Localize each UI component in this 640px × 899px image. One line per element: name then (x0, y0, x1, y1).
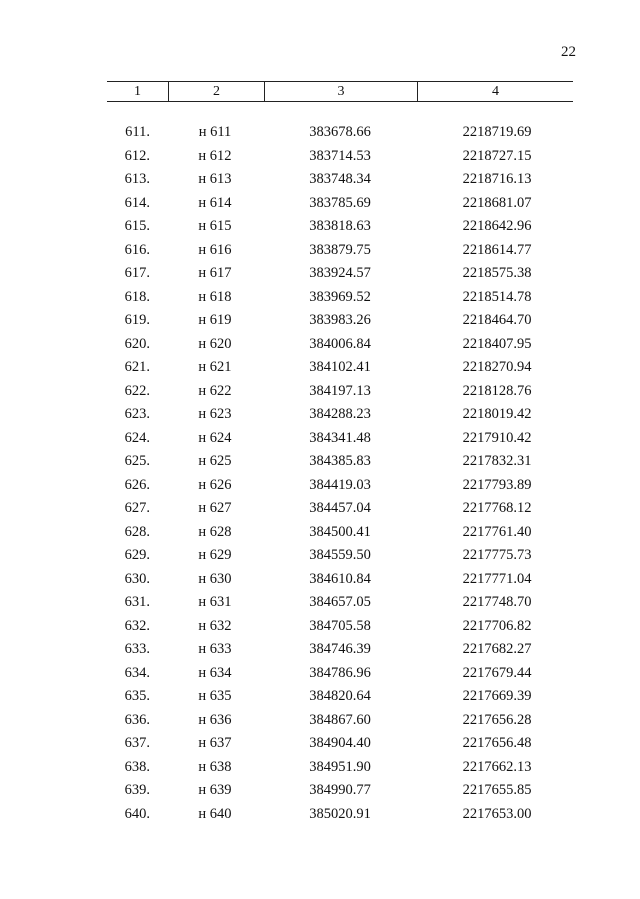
table-row (0, 333, 640, 357)
point-id: н 640 (198, 805, 232, 822)
row-number: 626. (124, 476, 150, 493)
table-row (0, 309, 640, 333)
row-number: 630. (124, 570, 150, 587)
coordinate-x: 383879.75 (309, 241, 371, 258)
table-row (0, 262, 640, 286)
table-row (0, 591, 640, 615)
coordinates-table-body (0, 121, 640, 826)
row-number: 632. (124, 617, 150, 634)
coordinate-y: 2217656.48 (462, 735, 532, 751)
coordinate-y: 2218407.95 (462, 335, 532, 352)
row-number: 612. (124, 147, 150, 164)
table-row (0, 803, 640, 827)
coordinate-x: 384786.96 (309, 664, 371, 681)
row-number: 619. (124, 312, 150, 328)
row-number: 624. (124, 429, 150, 446)
coordinate-y: 2217706.82 (462, 617, 532, 634)
table-row (0, 568, 640, 592)
row-number: 620. (124, 335, 150, 352)
column-header-1: 1 (134, 84, 141, 99)
coordinate-y: 2217653.00 (462, 805, 532, 822)
table-row (0, 403, 640, 427)
coordinate-x: 383714.53 (309, 147, 371, 164)
coordinate-x: 384288.23 (309, 406, 371, 422)
table-row (0, 685, 640, 709)
table-row (0, 521, 640, 545)
row-number: 622. (124, 382, 150, 399)
page-number: 22 (561, 44, 576, 60)
coordinate-x: 384385.83 (309, 453, 371, 469)
table-row (0, 121, 640, 145)
point-id: н 634 (198, 664, 232, 681)
point-id: н 633 (198, 641, 232, 657)
coordinate-y: 2217775.73 (462, 547, 532, 563)
coordinate-y: 2217768.12 (462, 500, 532, 516)
table-row (0, 427, 640, 451)
row-number: 616. (124, 241, 150, 258)
table-row (0, 779, 640, 803)
point-id: н 621 (198, 359, 232, 375)
coordinate-y: 2218514.78 (462, 288, 532, 305)
point-id: н 619 (198, 312, 232, 328)
point-id: н 617 (198, 265, 232, 281)
row-number: 636. (124, 711, 150, 728)
point-id: н 629 (198, 547, 232, 563)
coordinate-x: 383983.26 (309, 312, 371, 328)
coordinate-y: 2218464.70 (462, 312, 532, 328)
point-id: н 639 (198, 782, 232, 798)
table-row (0, 474, 640, 498)
coordinate-y: 2217682.27 (462, 641, 532, 657)
coordinate-x: 384419.03 (309, 476, 371, 493)
point-id: н 622 (198, 382, 232, 399)
point-id: н 612 (198, 147, 232, 164)
coordinate-x: 384951.90 (309, 758, 371, 775)
coordinate-x: 384990.77 (309, 782, 371, 798)
row-number: 639. (124, 782, 150, 798)
point-id: н 631 (198, 594, 232, 610)
coordinate-y: 2217679.44 (462, 664, 532, 681)
coordinate-x: 384559.50 (309, 547, 371, 563)
point-id: н 638 (198, 758, 232, 775)
row-number: 640. (124, 805, 150, 822)
point-id: н 618 (198, 288, 232, 305)
row-number: 633. (124, 641, 150, 657)
row-number: 627. (124, 500, 150, 516)
table-row (0, 732, 640, 756)
row-number: 615. (124, 218, 150, 234)
point-id: н 637 (198, 735, 232, 751)
row-number: 637. (124, 735, 150, 751)
table-row (0, 756, 640, 780)
coordinate-y: 2218642.96 (462, 218, 532, 234)
table-row (0, 709, 640, 733)
coordinate-x: 385020.91 (309, 805, 371, 822)
row-number: 613. (124, 171, 150, 187)
point-id: н 620 (198, 335, 232, 352)
coordinate-y: 2218719.69 (462, 124, 532, 140)
row-number: 614. (124, 194, 150, 211)
coordinate-x: 384500.41 (309, 523, 371, 540)
point-id: н 627 (198, 500, 232, 516)
coordinate-y: 2217655.85 (462, 782, 532, 798)
column-header-2: 2 (213, 84, 220, 99)
coordinate-y: 2218727.15 (462, 147, 532, 164)
table-row (0, 662, 640, 686)
coordinate-x: 384341.48 (309, 429, 371, 446)
table-row (0, 356, 640, 380)
point-id: н 630 (198, 570, 232, 587)
coordinate-x: 383818.63 (309, 218, 371, 234)
row-number: 625. (124, 453, 150, 469)
coordinate-y: 2218614.77 (462, 241, 532, 258)
row-number: 629. (124, 547, 150, 563)
column-header-3: 3 (337, 84, 345, 99)
row-number: 638. (124, 758, 150, 775)
table-row (0, 168, 640, 192)
coordinate-x: 383678.66 (309, 124, 371, 140)
table-row (0, 450, 640, 474)
point-id: н 624 (198, 429, 232, 446)
table-row (0, 215, 640, 239)
column-header-4: 4 (492, 84, 499, 99)
point-id: н 628 (198, 523, 232, 540)
point-id: н 615 (198, 218, 232, 234)
coordinate-x: 384006.84 (309, 335, 371, 352)
row-number: 621. (124, 359, 150, 375)
coordinate-x: 384102.41 (309, 359, 371, 375)
table-row (0, 497, 640, 521)
row-number: 618. (124, 288, 150, 305)
coordinate-x: 384746.39 (309, 641, 371, 657)
point-id: н 613 (198, 171, 232, 187)
coordinate-y: 2218128.76 (462, 382, 532, 399)
coordinate-y: 2218716.13 (462, 171, 532, 187)
coordinate-x: 384705.58 (309, 617, 371, 634)
coordinate-y: 2217910.42 (462, 429, 532, 446)
point-id: н 611 (198, 124, 232, 140)
row-number: 628. (124, 523, 150, 540)
table-row (0, 615, 640, 639)
coordinate-y: 2217669.39 (462, 688, 532, 704)
row-number: 634. (124, 664, 150, 681)
table-row (0, 286, 640, 310)
point-id: н 636 (198, 711, 232, 728)
coordinate-y: 2217793.89 (462, 476, 532, 493)
coordinate-y: 2217656.28 (462, 711, 532, 728)
coordinate-y: 2218270.94 (462, 359, 532, 375)
coordinate-x: 384657.05 (309, 594, 371, 610)
coordinate-y: 2218575.38 (462, 265, 532, 281)
point-id: н 632 (198, 617, 232, 634)
coordinate-x: 384610.84 (309, 570, 371, 587)
coordinate-x: 383969.52 (309, 288, 371, 305)
row-number: 635. (124, 688, 150, 704)
point-id: н 616 (198, 241, 232, 258)
point-id: н 614 (198, 194, 232, 211)
coordinate-x: 383748.34 (309, 171, 371, 187)
coordinate-y: 2217771.04 (462, 570, 532, 587)
table-row (0, 192, 640, 216)
coordinate-y: 2217832.31 (462, 453, 532, 469)
table-row (0, 239, 640, 263)
coordinate-x: 383785.69 (309, 194, 371, 211)
coordinate-y: 2218019.42 (462, 406, 532, 422)
coordinate-x: 384867.60 (309, 711, 371, 728)
point-id: н 626 (198, 476, 232, 493)
row-number: 617. (124, 265, 150, 281)
coordinate-y: 2218681.07 (462, 194, 532, 211)
row-number: 623. (124, 406, 150, 422)
coordinate-x: 384197.13 (309, 382, 371, 399)
coordinate-y: 2217662.13 (462, 758, 532, 775)
table-row (0, 544, 640, 568)
table-column-header (107, 81, 573, 102)
coordinate-x: 384820.64 (309, 688, 371, 704)
point-id: н 623 (198, 406, 232, 422)
coordinate-y: 2217761.40 (462, 523, 532, 540)
table-row (0, 380, 640, 404)
coordinate-x: 383924.57 (309, 265, 371, 281)
coordinate-x: 384457.04 (309, 500, 371, 516)
point-id: н 625 (198, 453, 232, 469)
row-number: 611. (125, 124, 150, 140)
table-row (0, 638, 640, 662)
coordinate-x: 384904.40 (309, 735, 371, 751)
table-row (0, 145, 640, 169)
row-number: 631. (124, 594, 150, 610)
point-id: н 635 (198, 688, 232, 704)
coordinate-y: 2217748.70 (462, 594, 532, 610)
